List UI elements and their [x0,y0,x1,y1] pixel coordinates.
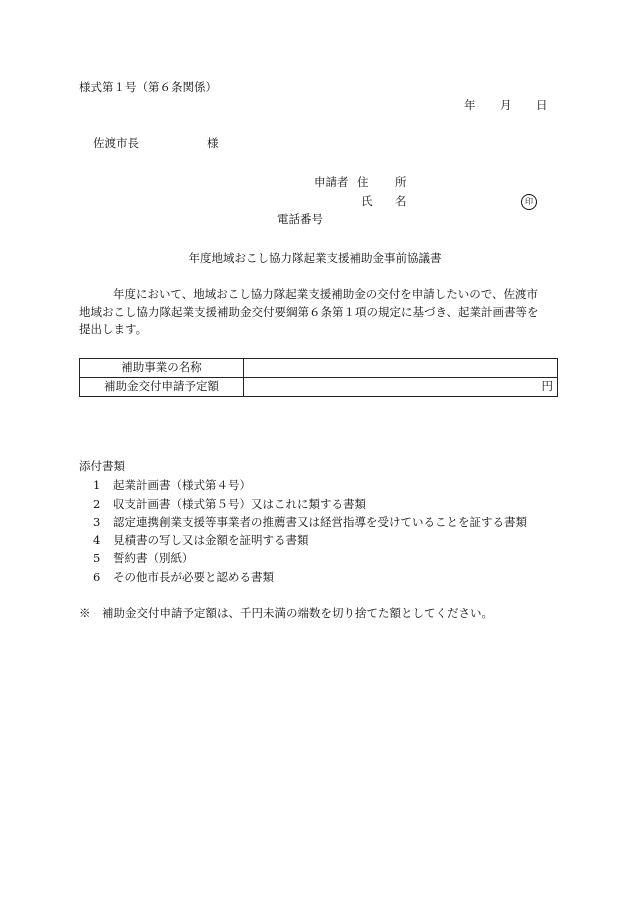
list-item-number: 1 [93,478,101,492]
body-line-3: 提出します。 [79,322,148,336]
list-item-number: 2 [93,497,101,511]
date-month-label: 月 [500,98,512,112]
list-item-number: 5 [93,551,101,565]
project-name-field[interactable] [244,359,558,378]
list-item [93,517,527,529]
date-day-label: 日 [536,98,548,112]
footnote: ※ 補助金交付申請予定額は、千円未満の端数を切り捨てた額としてください。 [79,606,493,620]
list-item [93,572,274,584]
table-row [80,359,558,378]
document-title: 年度地域おこし協力隊起業支援補助金事前協議書 [188,251,442,265]
body-line-2: 地域おこし協力隊起業支援補助金交付要綱第６条第１項の規定に基づき、起業計画書等を [79,304,539,319]
list-item-number: 6 [93,570,101,584]
info-table [79,358,558,397]
list-item-text: 誓約書（別紙） [113,551,194,565]
list-item [93,535,309,547]
date-year-label: 年 [464,98,476,112]
name-label-2: 名 [395,194,407,208]
body-line-1: 年度において、地域おこし協力隊起業支援補助金の交付を申請したいので、佐渡市 [113,287,539,301]
list-item-number: 3 [93,515,101,529]
addressee-name: 佐渡市長 [93,136,139,150]
name-label-1: 氏 [361,194,373,208]
addressee-honorific: 様 [207,136,219,150]
applicant-label: 申請者 [314,175,349,189]
table-row [80,378,558,397]
list-item [93,553,194,565]
list-item-text: 見積書の写し又は金額を証明する書類 [113,533,309,547]
phone-label: 電話番号 [277,212,323,226]
list-item-text: 起業計画書（様式第４号） [113,478,251,492]
amount-field[interactable]: 円 [244,378,558,397]
seal-icon: 印 [521,194,537,210]
address-label-2: 所 [395,175,407,189]
list-item-text: 認定連携創業支援等事業者の推薦書又は経営指導を受けていることを証する書類 [113,515,527,529]
project-name-label: 補助事業の名称 [80,359,244,378]
list-item-text: 収支計画書（様式第５号）又はこれに類する書類 [113,497,366,511]
list-item [93,499,366,511]
list-item-text: その他市長が必要と認める書類 [113,570,274,584]
body-text [79,286,559,339]
attachments-title: 添付書類 [79,459,125,473]
amount-label: 補助金交付申請予定額 [80,378,244,397]
form-number: 様式第１号（第６条関係） [79,80,217,94]
list-item [93,480,251,492]
address-label-1: 住 [357,175,369,189]
list-item-number: 4 [93,533,101,547]
